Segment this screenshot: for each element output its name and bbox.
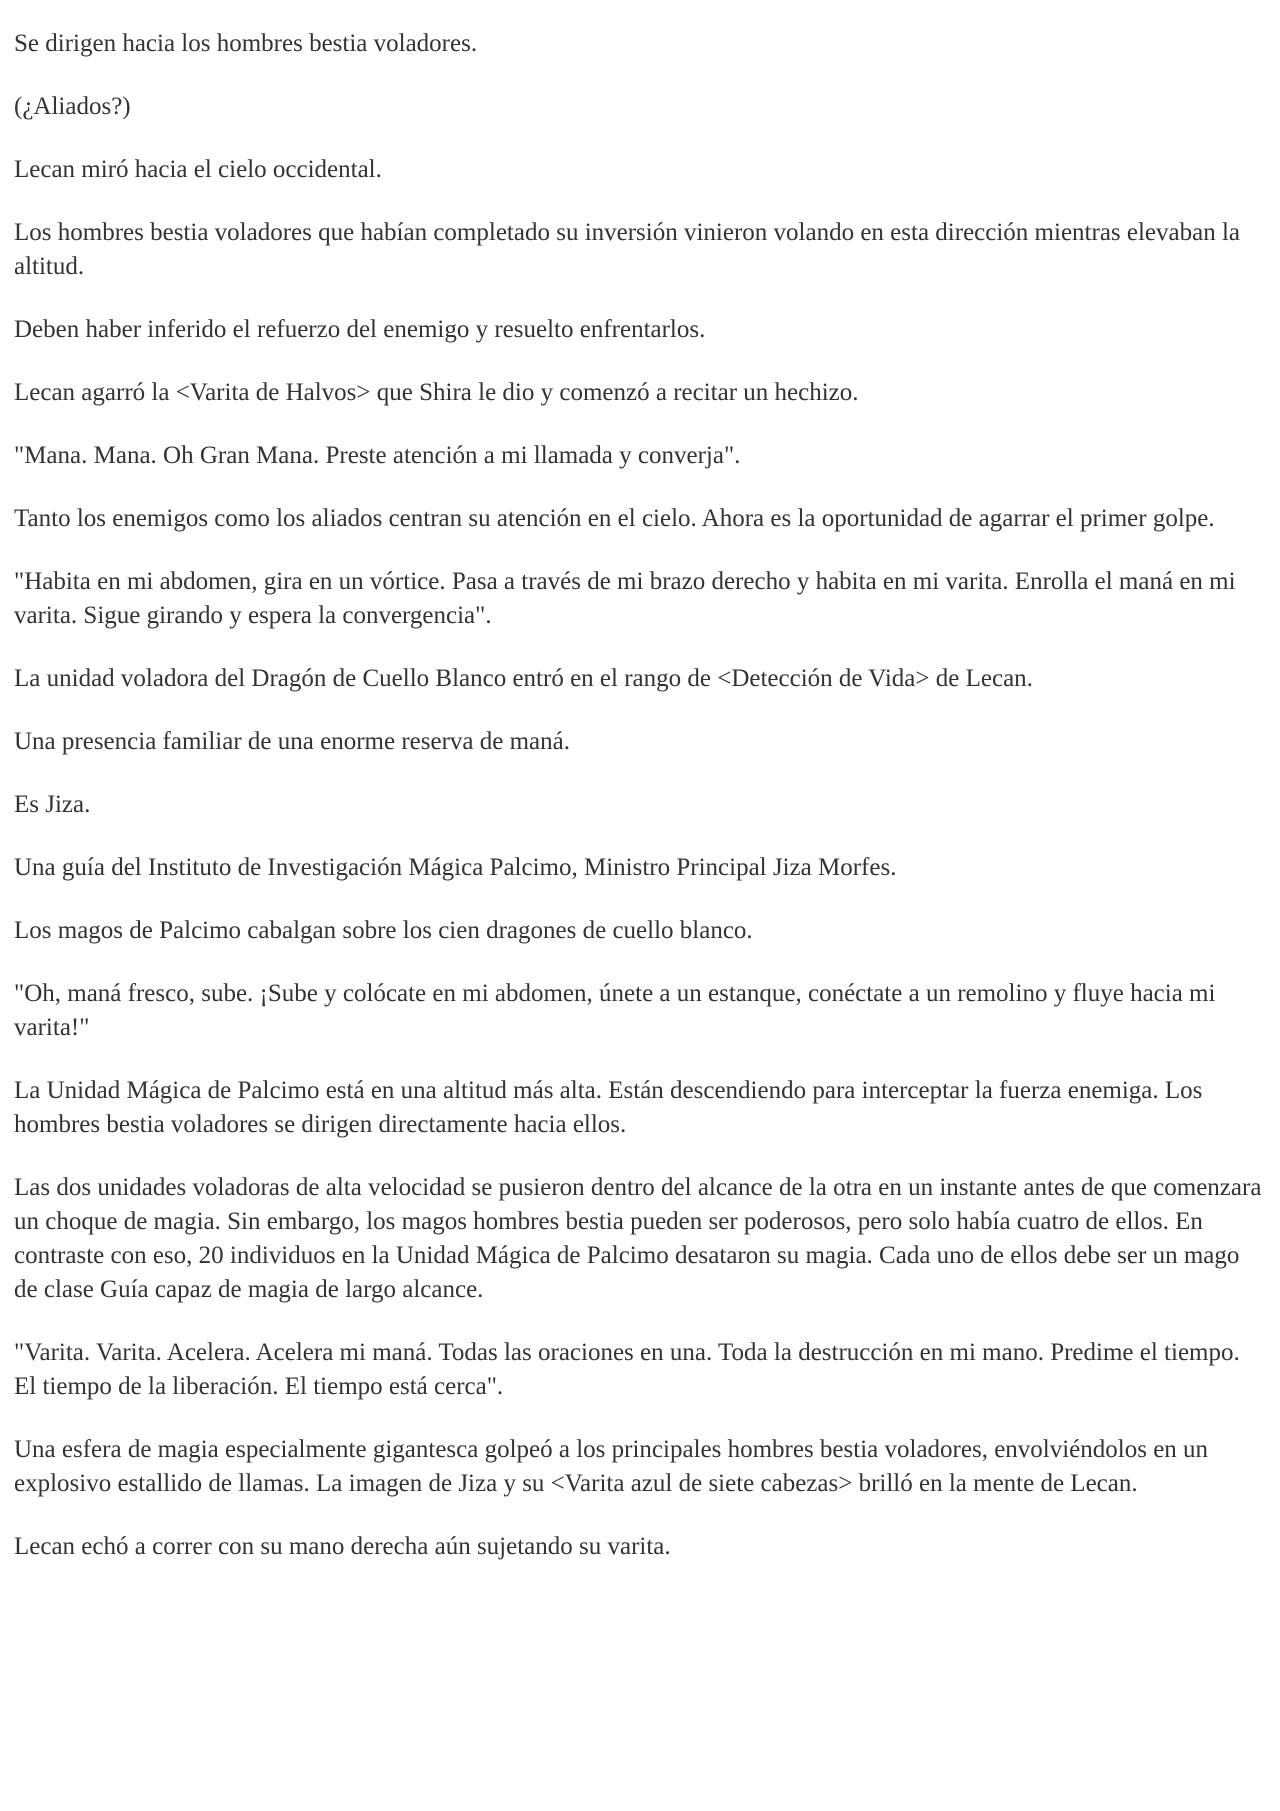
paragraph: Lecan miró hacia el cielo occidental. bbox=[14, 156, 382, 183]
paragraph: Lecan agarró la <Varita de Halvos> que Shira le dio y comenzó a recitar un hechizo. bbox=[14, 379, 859, 406]
paragraph: Una esfera de magia especialmente gigantesca golpeó a los principales hombres bestia voladores, envolviéndolos en un explosivo estallido de llamas. La imagen de Jiza y su <Varita azul de siete cabezas> brilló en la mente de Lecan. bbox=[14, 1436, 1209, 1497]
paragraph: "Habita en mi abdomen, gira en un vórtice. Pasa a través de mi brazo derecho y habita en mi varita. Enrolla el maná en mi varita. Sigue girando y espera la convergencia". bbox=[14, 568, 1236, 629]
paragraph: Tanto los enemigos como los aliados centran su atención en el cielo. Ahora es la oportunidad de agarrar el primer golpe. bbox=[14, 505, 1215, 532]
document-body bbox=[14, 27, 1264, 1593]
paragraph: (¿Aliados?) bbox=[14, 93, 131, 120]
paragraph: La Unidad Mágica de Palcimo está en una altitud más alta. Están descendiendo para interceptar la fuerza enemiga. Los hombres bestia voladores se dirigen directamente hacia ellos. bbox=[14, 1077, 1203, 1138]
paragraph: Es Jiza. bbox=[14, 791, 91, 818]
paragraph: Deben haber inferido el refuerzo del enemigo y resuelto enfrentarlos. bbox=[14, 316, 706, 343]
paragraph: Las dos unidades voladoras de alta velocidad se pusieron dentro del alcance de la otra en un instante antes de que comenzara un choque de magia. Sin embargo, los magos hombres bestia pueden ser poderosos, pero solo había cuatro de ellos. En contraste con eso, 20 individuos en la Unidad Mágica de Palcimo desataron su magia. Cada uno de ellos debe ser un mago de clase Guía capaz de magia de largo alcance. bbox=[14, 1174, 1262, 1303]
paragraph: Una presencia familiar de una enorme reserva de maná. bbox=[14, 728, 570, 755]
paragraph: Los hombres bestia voladores que habían completado su inversión vinieron volando en esta dirección mientras elevaban la altitud. bbox=[14, 219, 1241, 280]
paragraph: Los magos de Palcimo cabalgan sobre los cien dragones de cuello blanco. bbox=[14, 917, 753, 944]
paragraph: "Mana. Mana. Oh Gran Mana. Preste atención a mi llamada y converja". bbox=[14, 442, 741, 469]
paragraph: La unidad voladora del Dragón de Cuello Blanco entró en el rango de <Detección de Vida> de Lecan. bbox=[14, 665, 1033, 692]
paragraph: Se dirigen hacia los hombres bestia voladores. bbox=[14, 30, 478, 57]
paragraph: Una guía del Instituto de Investigación Mágica Palcimo, Ministro Principal Jiza Morfes. bbox=[14, 854, 897, 881]
paragraph: Lecan echó a correr con su mano derecha aún sujetando su varita. bbox=[14, 1533, 671, 1560]
paragraph: "Varita. Varita. Acelera. Acelera mi maná. Todas las oraciones en una. Toda la destrucción en mi mano. Predime el tiempo. El tiempo de la liberación. El tiempo está cerca". bbox=[14, 1339, 1240, 1400]
paragraph: "Oh, maná fresco, sube. ¡Sube y colócate en mi abdomen, únete a un estanque, conéctate a un remolino y fluye hacia mi varita!" bbox=[14, 980, 1216, 1041]
